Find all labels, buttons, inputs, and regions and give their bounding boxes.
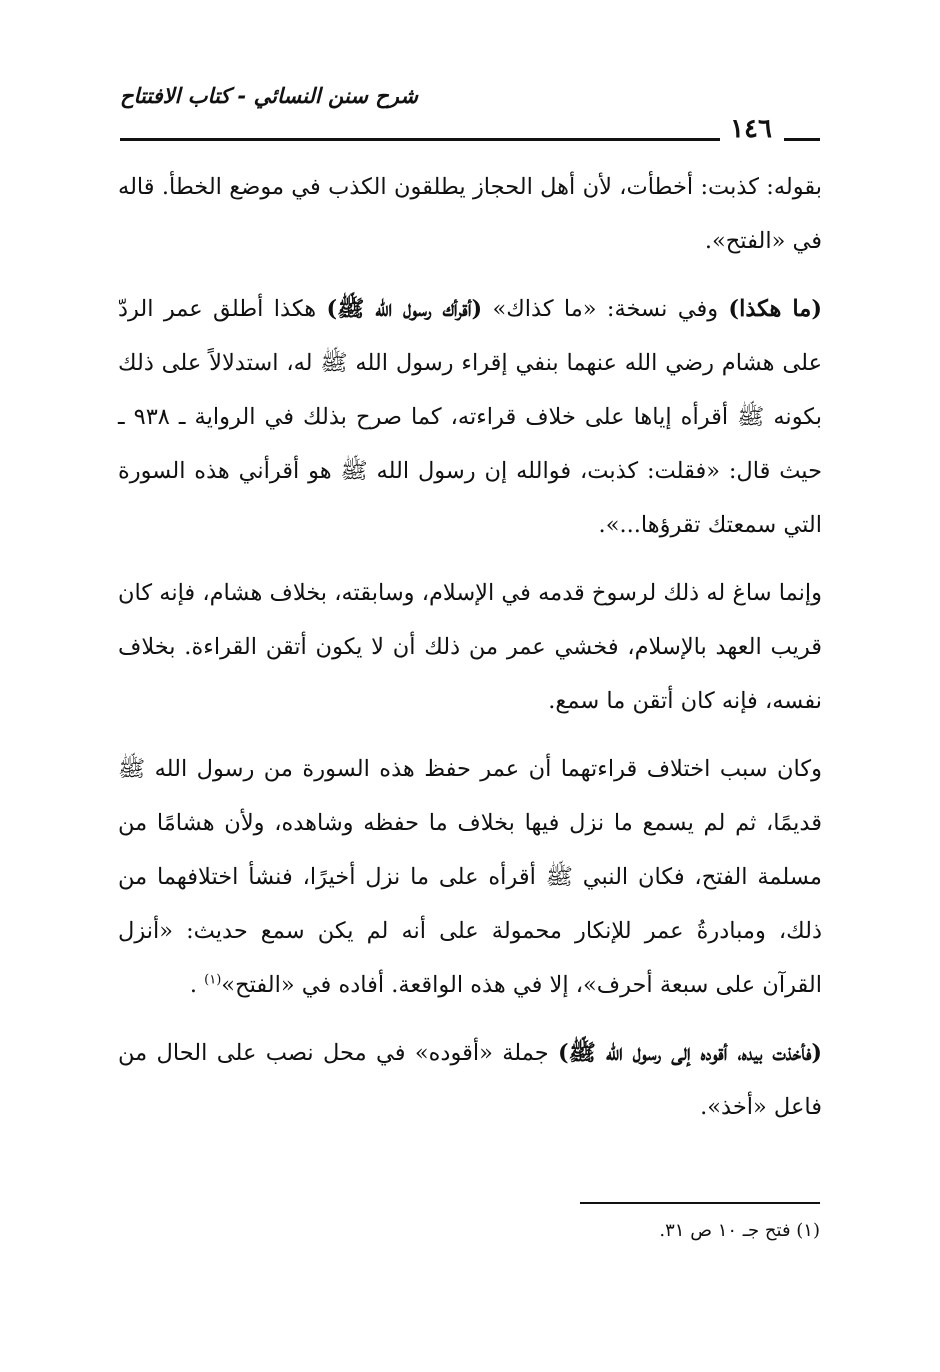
- paragraph-5-lead: (فأخذت بيده، أقوده إلى رسول الله ﷺ): [558, 1040, 822, 1066]
- page-number-dash: [784, 138, 820, 141]
- paragraph-5-text: جملة «أقوده» في محل نصب على الحال من فاعل «أخذ».: [118, 1040, 822, 1120]
- paragraph-4: [118, 742, 822, 1012]
- paragraph-1-text: بقوله: كذبت: أخطأت، لأن أهل الحجاز يطلقون الكذب في موضع الخطأ. قاله في «الفتح».: [118, 174, 822, 254]
- paragraph-4-text: وكان سبب اختلاف قراءتهما أن عمر حفظ هذه السورة من رسول الله ﷺ قديمًا، ثم لم يسمع ما نزل فيها بخلاف ما حفظه وشاهده، ولأن هشامًا من مسلمة الفتح، فكان النبي ﷺ أقرأه على ما نزل أخيرًا، فنشأ اختلافهما من ذلك، ومبادرةُ عمر للإنكار محمولة على أنه لم يكن سمع حديث: «أنزل القرآن على سبعة أحرف»، إلا في هذه الواقعة. أفاده في «الفتح»: [118, 756, 822, 998]
- paragraph-2-mid: وفي نسخة: «ما كذاك»: [482, 296, 729, 322]
- paragraph-2-text: هكذا أطلق عمر الردّ على هشام رضي الله عنهما بنفي إقراء رسول الله ﷺ له، استدلالاً على ذلك بكونه ﷺ أقرأه إياها على خلاف قراءته، كما صرح بذلك في الرواية ـ ٩٣٨ ـ حيث قال: «فقلت: كذبت، فوالله إن رسول الله ﷺ هو أقرأني هذه السورة التي سمعتك تقرؤها...».: [118, 296, 822, 538]
- paragraph-2-lead: (ما هكذا): [728, 296, 822, 322]
- page-number: ١٤٦: [730, 114, 772, 144]
- paragraph-3: [118, 566, 822, 728]
- header-rule: [120, 138, 720, 141]
- running-header: [120, 84, 820, 154]
- header-title: شرح سنن النسائي - كتاب الافتتاح: [120, 84, 418, 108]
- footnote-marker[interactable]: (١): [204, 972, 222, 988]
- paragraph-3-text: وإنما ساغ له ذلك لرسوخ قدمه في الإسلام، وسابقته، بخلاف هشام، فإنه كان قريب العهد بالإسلام، فخشي عمر من ذلك أن لا يكون أتقن القراءة. بخلاف نفسه، فإنه كان أتقن ما سمع.: [118, 580, 822, 714]
- paragraph-2-quote: (أقرأك رسول الله ﷺ): [326, 296, 483, 322]
- paragraph-2: [118, 282, 822, 552]
- footnote: (١) فتح جـ ١٠ ص ٣١.: [659, 1220, 820, 1241]
- paragraph-5: [118, 1026, 822, 1134]
- paragraph-1: [118, 160, 822, 268]
- paragraph-4-tail: .: [189, 972, 205, 998]
- body-text: [118, 160, 822, 1148]
- footnote-rule: [580, 1202, 820, 1204]
